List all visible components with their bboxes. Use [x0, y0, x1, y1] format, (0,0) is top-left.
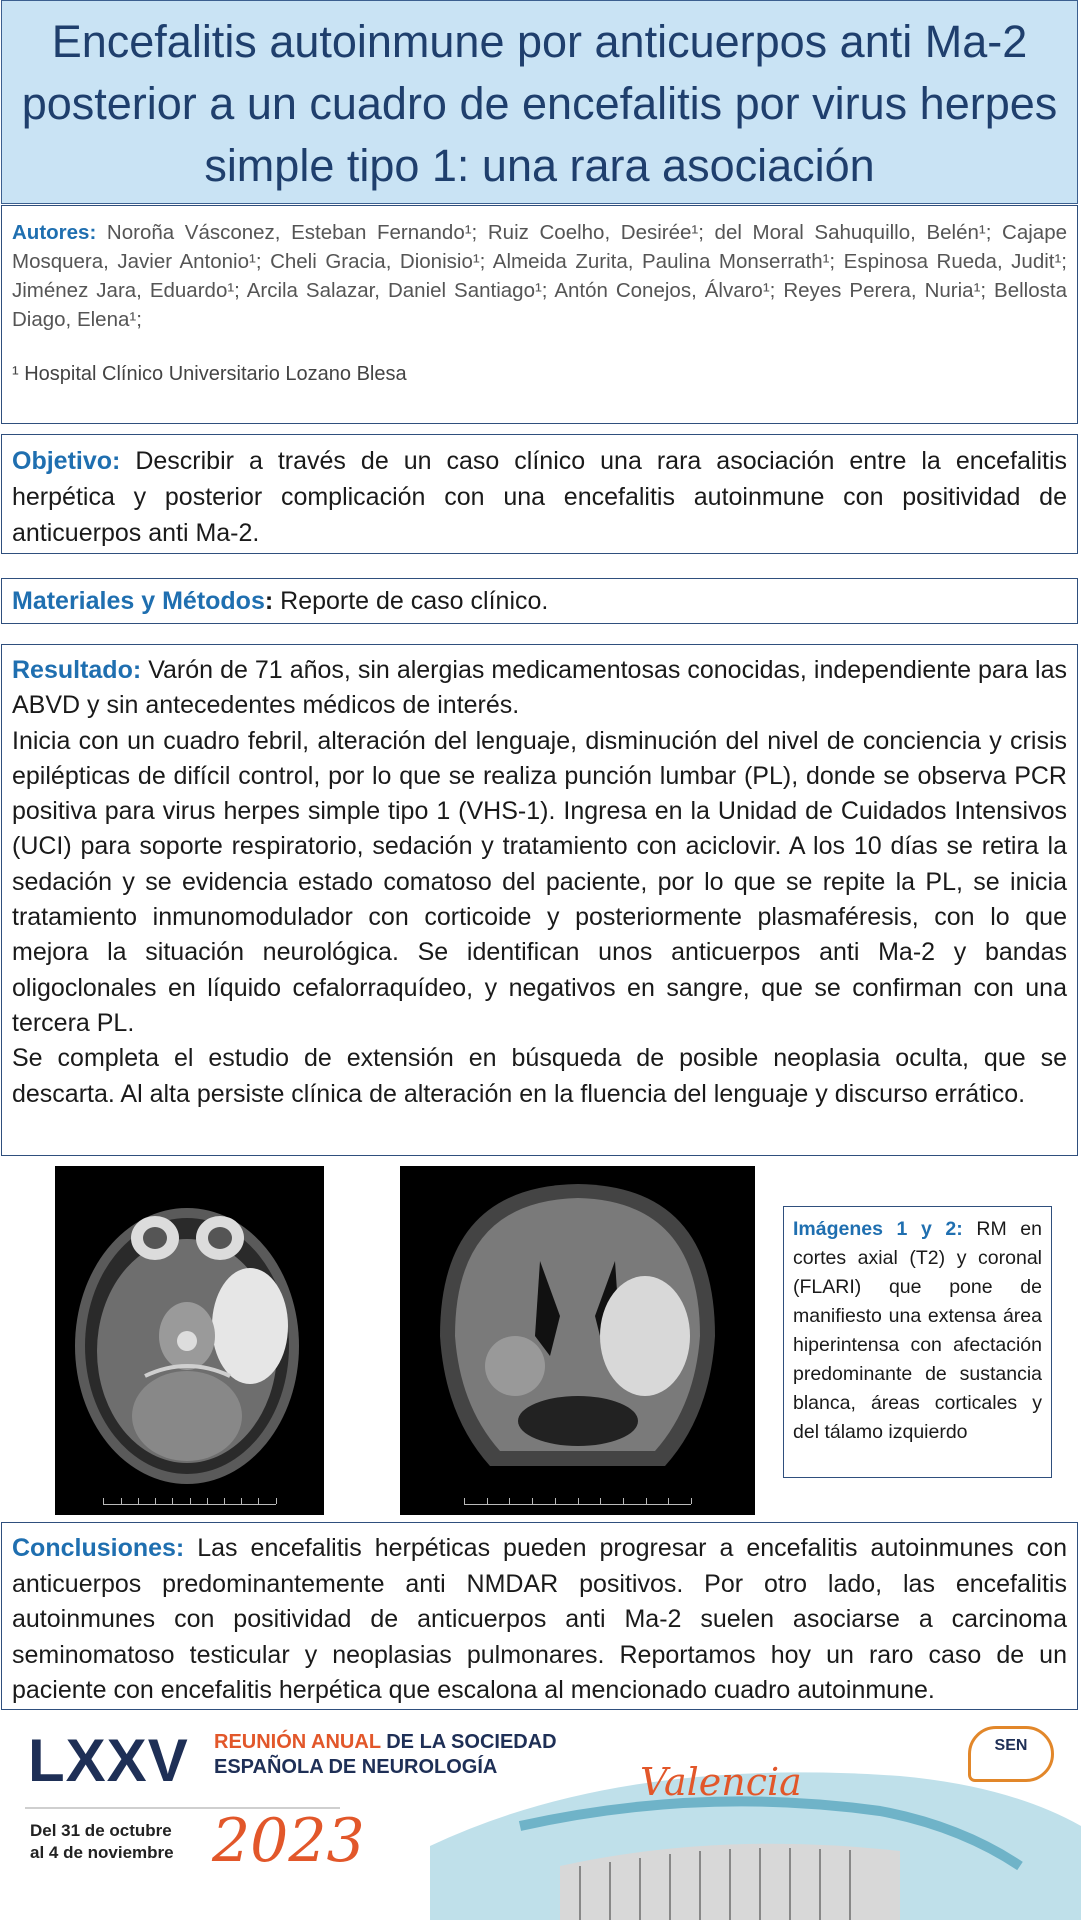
- mri-axial-image: [55, 1166, 324, 1515]
- conference-footer: [0, 1716, 1081, 1920]
- caption-label: Imágenes 1 y 2:: [793, 1218, 963, 1240]
- event-name-line2: ESPAÑOLA DE NEUROLOGÍA: [214, 1756, 498, 1778]
- poster-title: Encefalitis autoinmune por anticuerpos anti Ma-2 posterior a un cuadro de encefalitis por virus herpes simple tipo 1: una rara asociación: [21, 16, 1058, 191]
- results-paragraph-1: [12, 653, 1067, 724]
- event-name-highlight: REUNIÓN ANUAL: [214, 1731, 381, 1753]
- title-banner: [1, 0, 1078, 204]
- dates-line-1: Del 31 de octubre: [30, 1821, 172, 1840]
- objective-text: Describir a través de un caso clínico una rara asociación entre la encefalitis herpética y posterior complicación con una encefalitis autoinmune con positividad de anticuerpos anti Ma-2.: [12, 447, 1067, 547]
- dates-line-2: al 4 de noviembre: [30, 1843, 174, 1862]
- objective-label: Objetivo:: [12, 447, 121, 475]
- results-section: [1, 644, 1078, 1156]
- methods-section: [1, 578, 1078, 624]
- methods-text: Reporte de caso clínico.: [280, 587, 549, 615]
- affiliation: ¹ Hospital Clínico Universitario Lozano Blesa: [12, 363, 407, 385]
- conclusions-label: Conclusiones:: [12, 1534, 185, 1562]
- event-dates: [30, 1820, 174, 1864]
- conclusions-section: [1, 1522, 1078, 1710]
- results-text-1: Varón de 71 años, sin alergias medicamentosas conocidas, independiente para las ABVD y sin antecedentes médicos de interés.: [12, 656, 1067, 720]
- scale-ruler: [464, 1496, 691, 1505]
- authors-names: Noroña Vásconez, Esteban Fernando¹; Ruiz Coelho, Desirée¹; del Moral Sahuquillo, Belén¹; Cajape Mosquera, Javier Antonio¹; Cheli Gracia, Dionisio¹; Almeida Zurita, Paulina Monserrath¹; Espinosa Rueda, Judit¹; Jiménez Jara, Eduardo¹; Arcila Salazar, Daniel Santiago¹; Antón Conejos, Álvaro¹; Reyes Perera, Nuria¹; Bellosta Diago, Elena¹;: [12, 221, 1067, 331]
- edition-number: LXXV: [28, 1727, 189, 1794]
- event-name-rest: DE LA SOCIEDAD: [386, 1731, 557, 1753]
- objective-section: [1, 434, 1078, 554]
- methods-colon: :: [264, 587, 274, 615]
- mri-coronal-drawing: [400, 1166, 755, 1515]
- image-caption: [783, 1206, 1052, 1478]
- event-year: 2023: [212, 1806, 365, 1876]
- sen-logo: SEN: [968, 1726, 1054, 1782]
- event-name: [214, 1730, 557, 1780]
- methods-label: Materiales y Métodos: [12, 587, 265, 615]
- mri-coronal-image: [400, 1166, 755, 1515]
- authors-section: [1, 205, 1078, 424]
- results-paragraph-3: Se completa el estudio de extensión en búsqueda de posible neoplasia oculta, que se descarta. Al alta persiste clínica de alteración en la fluencia del lenguaje y discurso errático.: [12, 1044, 1067, 1108]
- caption-text: RM en cortes axial (T2) y coronal (FLARI) que pone de manifiesto una extensa área hiperintensa con afectación predominante de sustancia blanca, áreas corticales y del tálamo izquierdo: [793, 1218, 1043, 1443]
- scale-ruler: [103, 1496, 275, 1505]
- authors-text: [12, 218, 1067, 334]
- results-paragraph-2: Inicia con un cuadro febril, alteración del lenguaje, disminución del nivel de conciencia y crisis epilépticas de difícil control, por lo que se realiza punción lumbar (PL), donde se observa PCR positiva para virus herpes simple tipo 1 (VHS-1). Ingresa en la Unidad de Cuidados Intensivos (UCI) para soporte respiratorio, sedación y tratamiento con aciclovir. A los 10 días se retira la sedación y se evidencia estado comatoso del paciente, por lo que se repite la PL, se inicia tratamiento inmunomodulador con corticoide y posteriormente plasmaféresis, con lo que mejora la situación neurológica. Se identifican unos anticuerpos anti Ma-2 y bandas oligoclonales en líquido cefalorraquídeo, y negativos en sangre, que se confirman con una tercera PL.: [12, 726, 1067, 1037]
- results-label: Resultado:: [12, 656, 142, 684]
- authors-label: Autores:: [12, 221, 97, 244]
- mri-axial-drawing: [55, 1166, 324, 1515]
- conclusions-text: Las encefalitis herpéticas pueden progresar a encefalitis autoinmunes con anticuerpos predominantemente anti NMDAR positivos. Por otro lado, las encefalitis autoinmunes con positividad de anticuerpos anti Ma-2 suelen asociarse a carcinoma seminomatoso testicular y neoplasias pulmonares. Reportamos hoy un raro caso de un paciente con encefalitis herpética que escalona al mencionado cuadro autoinmune.: [12, 1534, 1067, 1704]
- event-city: Valencia: [640, 1760, 802, 1804]
